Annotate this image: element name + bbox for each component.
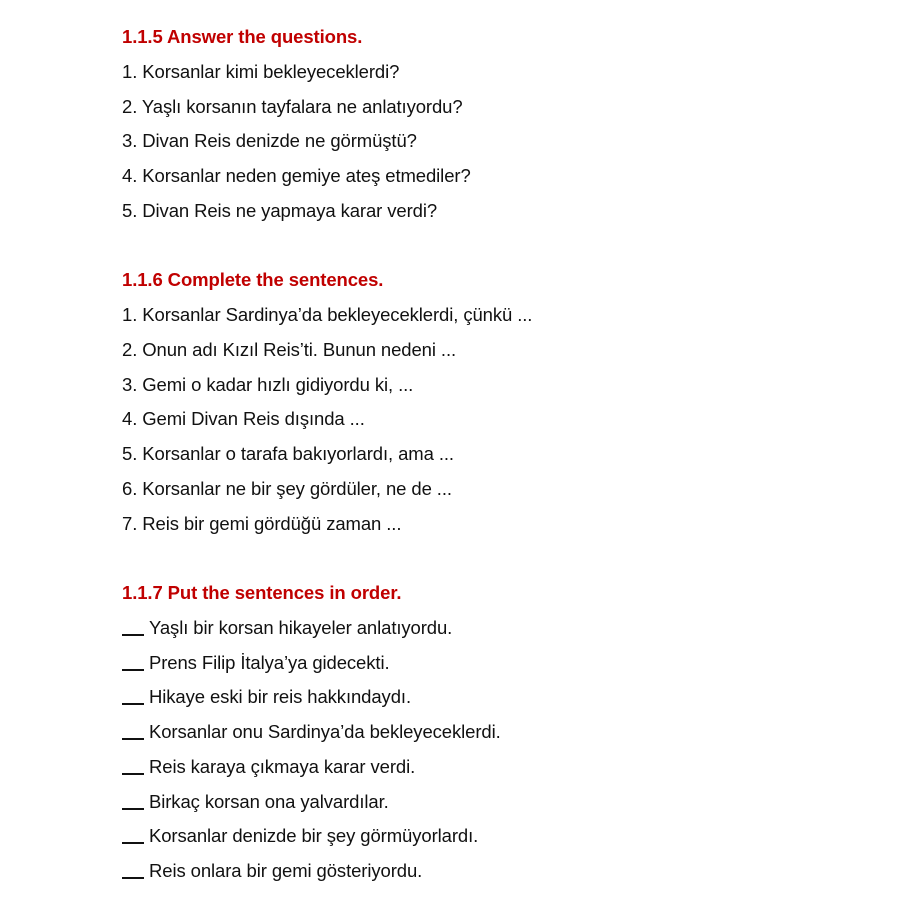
question-item: 5. Divan Reis ne yapmaya karar verdi? xyxy=(122,199,438,221)
order-blank[interactable] xyxy=(122,651,144,671)
sentence-item: 6. Korsanlar ne bir şey gördüler, ne de ... xyxy=(122,477,452,499)
order-item xyxy=(122,646,882,681)
sentence-item: 4. Gemi Divan Reis dışında ... xyxy=(122,408,365,430)
order-item-text: Yaşlı bir korsan hikayeler anlatıyordu. xyxy=(149,616,453,638)
order-item xyxy=(122,819,882,854)
order-item-text: Reis onlara bir gemi gösteriyordu. xyxy=(149,860,423,881)
order-item-text: Birkaç korsan ona yalvardılar. xyxy=(149,790,389,812)
order-item xyxy=(122,715,882,750)
worksheet-page xyxy=(122,20,882,889)
order-item-text: Prens Filip İtalya’ya gidecekti. xyxy=(149,651,390,673)
section-heading: 1.1.5 Answer the questions. xyxy=(122,26,363,47)
order-item xyxy=(122,854,882,889)
order-item xyxy=(122,750,882,785)
order-blank[interactable] xyxy=(122,824,144,844)
order-item xyxy=(122,611,882,646)
sentence-item: 3. Gemi o kadar hızlı gidiyordu ki, ... xyxy=(122,373,414,395)
order-blank[interactable] xyxy=(122,616,144,636)
order-item-text: Korsanlar onu Sardinya’da bekleyeceklerdi. xyxy=(149,721,501,742)
question-item: 1. Korsanlar kimi bekleyeceklerdi? xyxy=(122,60,400,82)
order-blank[interactable] xyxy=(122,685,144,705)
section-spacer xyxy=(122,541,882,576)
order-blank[interactable] xyxy=(122,755,144,775)
sentence-item: 1. Korsanlar Sardinya’da bekleyeceklerdi, çünkü ... xyxy=(122,304,533,325)
order-item-text: Reis karaya çıkmaya karar verdi. xyxy=(149,755,416,777)
order-blank[interactable] xyxy=(122,790,144,810)
order-item-text: Korsanlar denizde bir şey görmüyorlardı. xyxy=(149,825,479,847)
section-spacer xyxy=(122,229,882,264)
order-item xyxy=(122,785,882,820)
question-item: 3. Divan Reis denizde ne görmüştü? xyxy=(122,130,417,152)
order-item xyxy=(122,680,882,715)
section-answer-questions xyxy=(122,20,882,229)
section-heading: 1.1.6 Complete the sentences. xyxy=(122,269,384,291)
section-complete-sentences xyxy=(122,263,882,541)
section-heading: 1.1.7 Put the sentences in order. xyxy=(122,582,402,603)
question-item: 4. Korsanlar neden gemiye ateş etmediler? xyxy=(122,165,471,186)
order-item-text: Hikaye eski bir reis hakkındaydı. xyxy=(149,686,411,708)
section-order-sentences xyxy=(122,576,882,889)
sentence-item: 5. Korsanlar o tarafa bakıyorlardı, ama ... xyxy=(122,443,454,464)
sentence-item: 2. Onun adı Kızıl Reis’ti. Bunun nedeni ... xyxy=(122,338,457,360)
order-blank[interactable] xyxy=(122,720,144,740)
order-blank[interactable] xyxy=(122,859,144,879)
sentence-item: 7. Reis bir gemi gördüğü zaman ... xyxy=(122,512,402,534)
question-item: 2. Yaşlı korsanın tayfalara ne anlatıyordu? xyxy=(122,95,463,117)
